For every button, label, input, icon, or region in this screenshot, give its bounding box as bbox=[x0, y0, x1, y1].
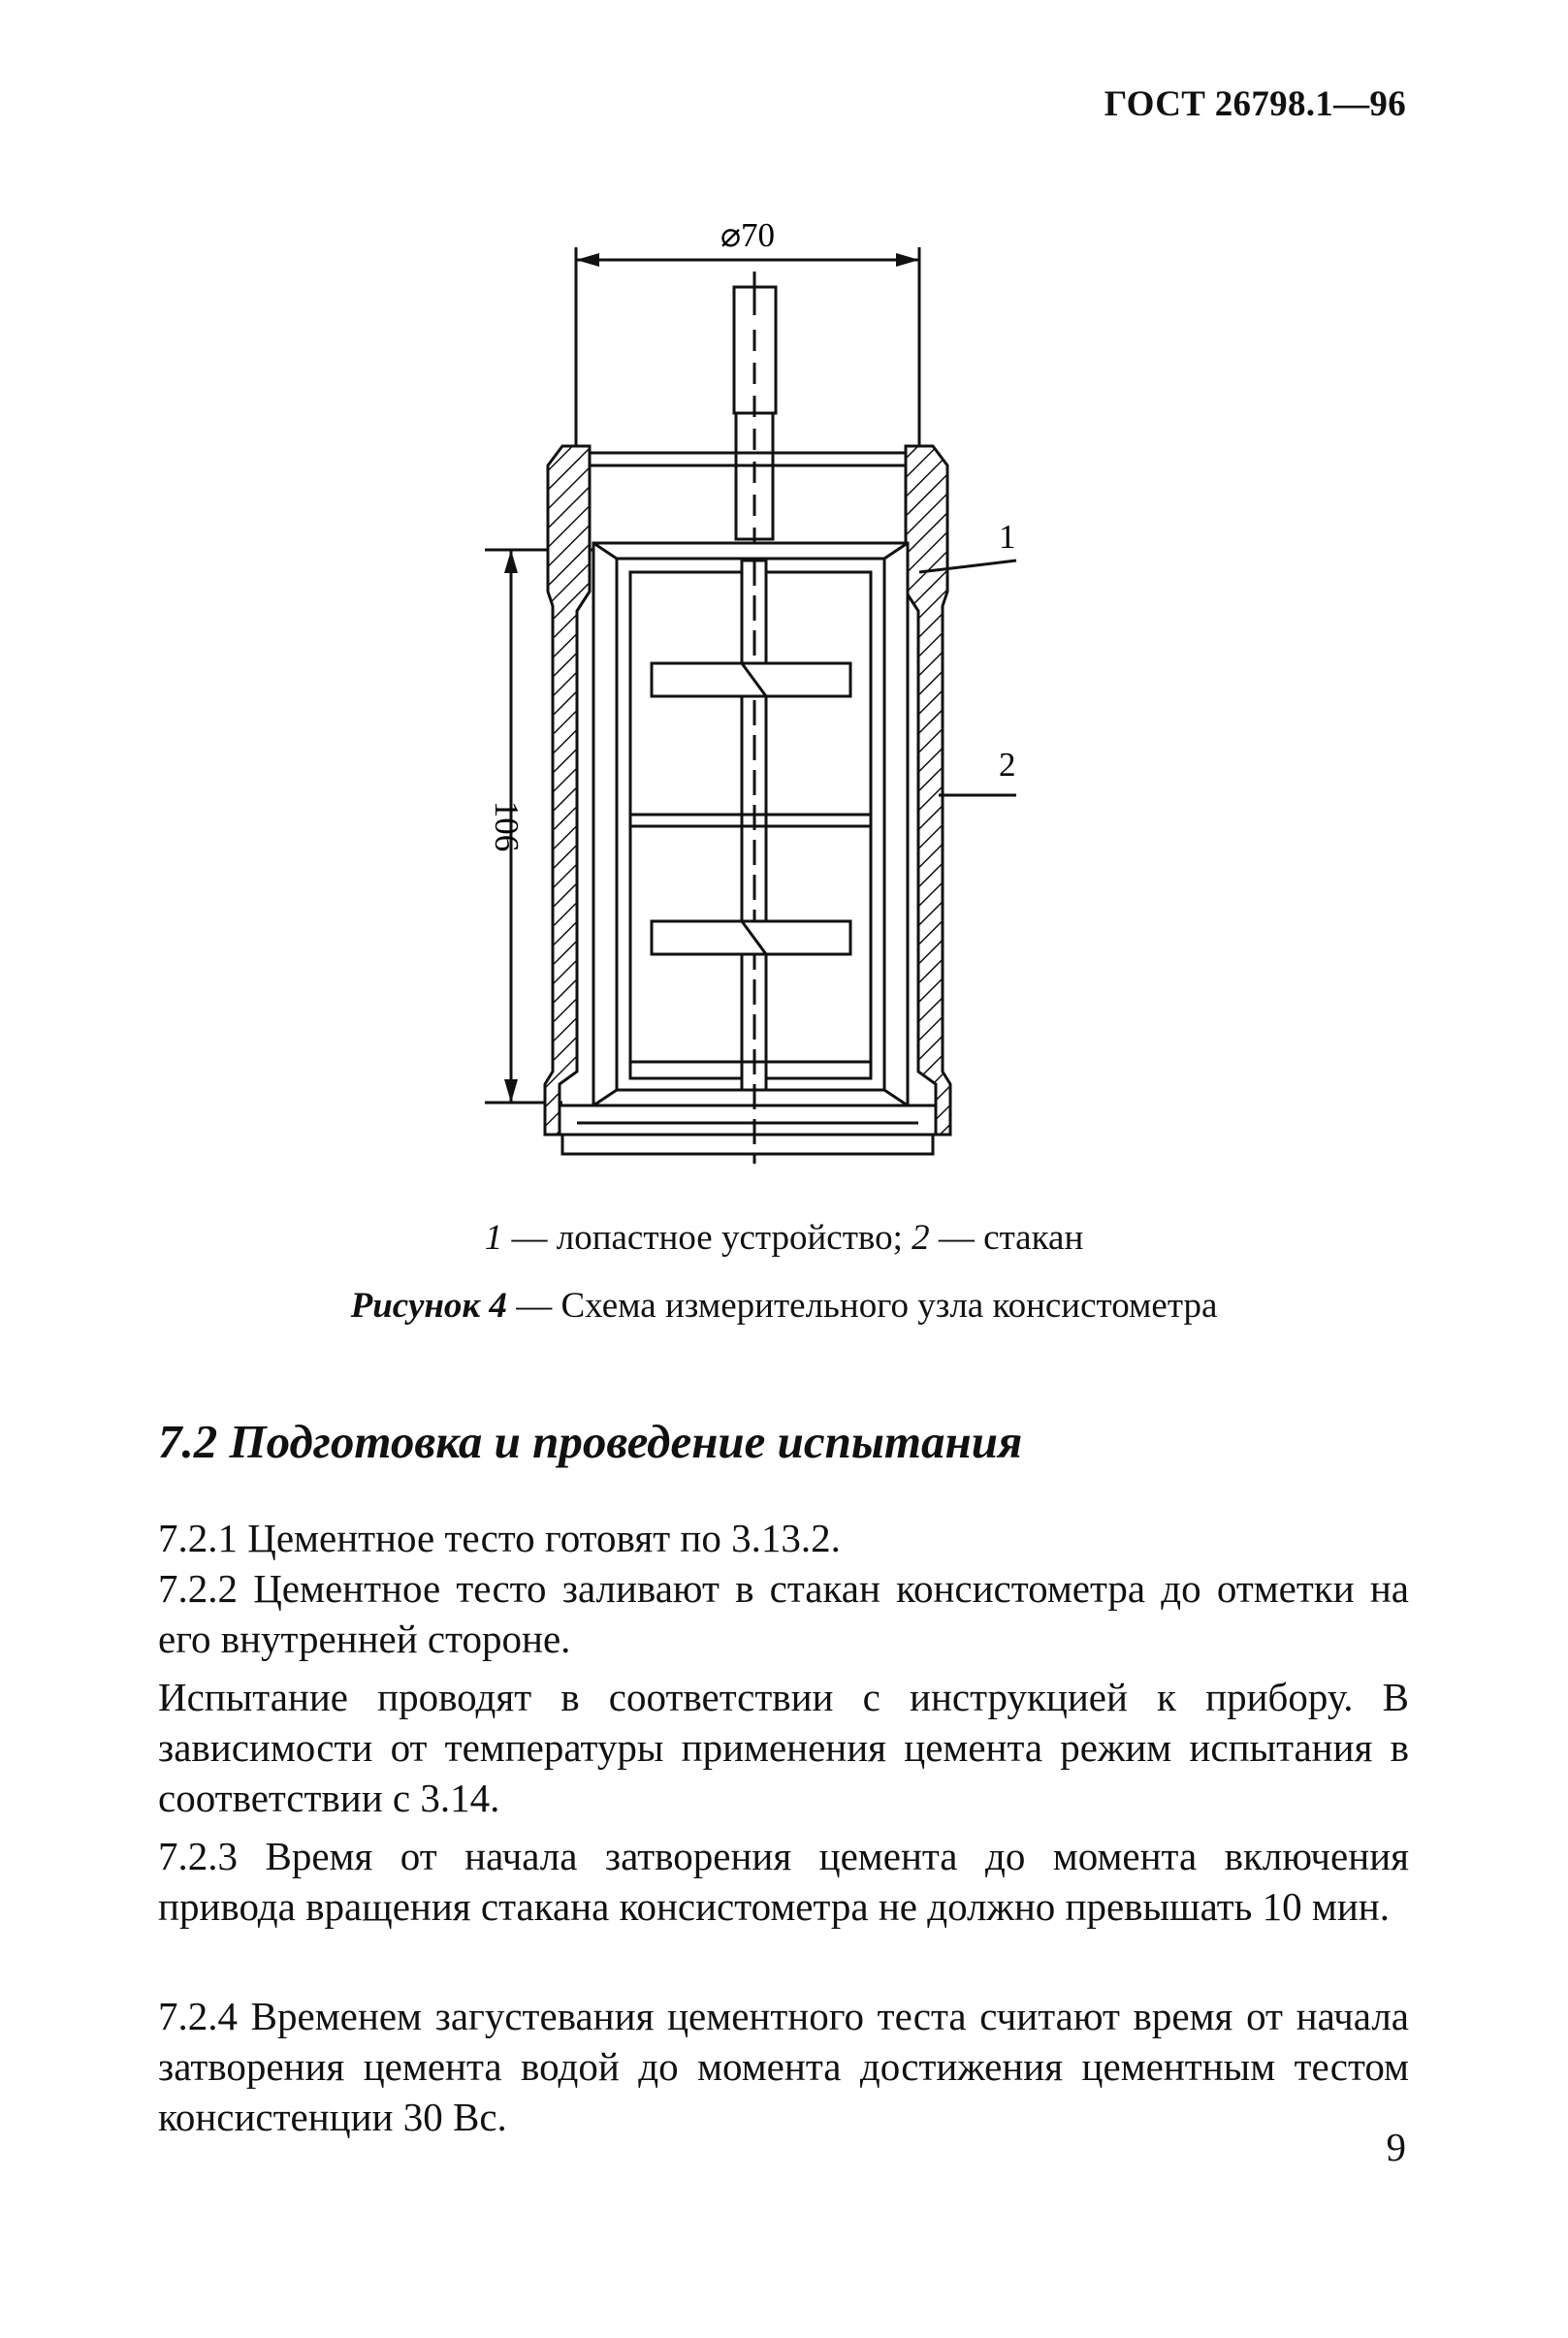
paragraph-7-2-2: 7.2.2 Цементное тесто заливают в стакан консистометра до отметки на его внутренней стороне. bbox=[158, 1566, 1409, 1661]
section-heading: 7.2 Подготовка и проведение испытания bbox=[158, 1415, 1023, 1468]
paragraph-7-2-4: 7.2.4 Временем загустевания цементного теста считают время от начала затворения цемента водой до момента достижения цементным тестом консистенции 30 Вс. bbox=[158, 1994, 1409, 2139]
paddle-device bbox=[593, 543, 908, 1164]
height-dimension bbox=[485, 550, 601, 1103]
callout-2-label: 2 bbox=[999, 746, 1016, 784]
shaft bbox=[734, 272, 776, 543]
paragraph-test-conditions: Испытание проводят в соответствии с инструкцией к прибору. В зависимости от температуры применения цемента режим испытания в соответствии с 3.14. bbox=[158, 1675, 1409, 1820]
page-number: 9 bbox=[1386, 2125, 1406, 2169]
figure-title bbox=[0, 1285, 1568, 1327]
figure-label: Рисунок 4 bbox=[350, 1286, 507, 1326]
callout-1-label: 1 bbox=[999, 518, 1016, 556]
document-code: ГОСТ 26798.1—96 bbox=[1104, 84, 1406, 124]
paragraph-7-2-1: 7.2.1 Цементное тесто готовят по 3.13.2. bbox=[158, 1516, 841, 1560]
figure-title-text: — Схема измерительного узла консистометра bbox=[506, 1286, 1218, 1326]
paragraph-7-2-3: 7.2.3 Время от начала затворения цемента до момента включения привода вращения стакана консистометра не должно превышать 10 мин. bbox=[158, 1834, 1409, 1929]
legend-text-2: — стакан bbox=[929, 1218, 1084, 1258]
diameter-label: ⌀70 bbox=[720, 216, 776, 254]
legend-number-1: 1 bbox=[484, 1218, 503, 1258]
legend-number-2: 2 bbox=[912, 1218, 930, 1258]
legend-text-1: — лопастное устройство; bbox=[502, 1218, 912, 1258]
figure-legend bbox=[0, 1217, 1568, 1259]
height-label: 106 bbox=[488, 800, 526, 852]
